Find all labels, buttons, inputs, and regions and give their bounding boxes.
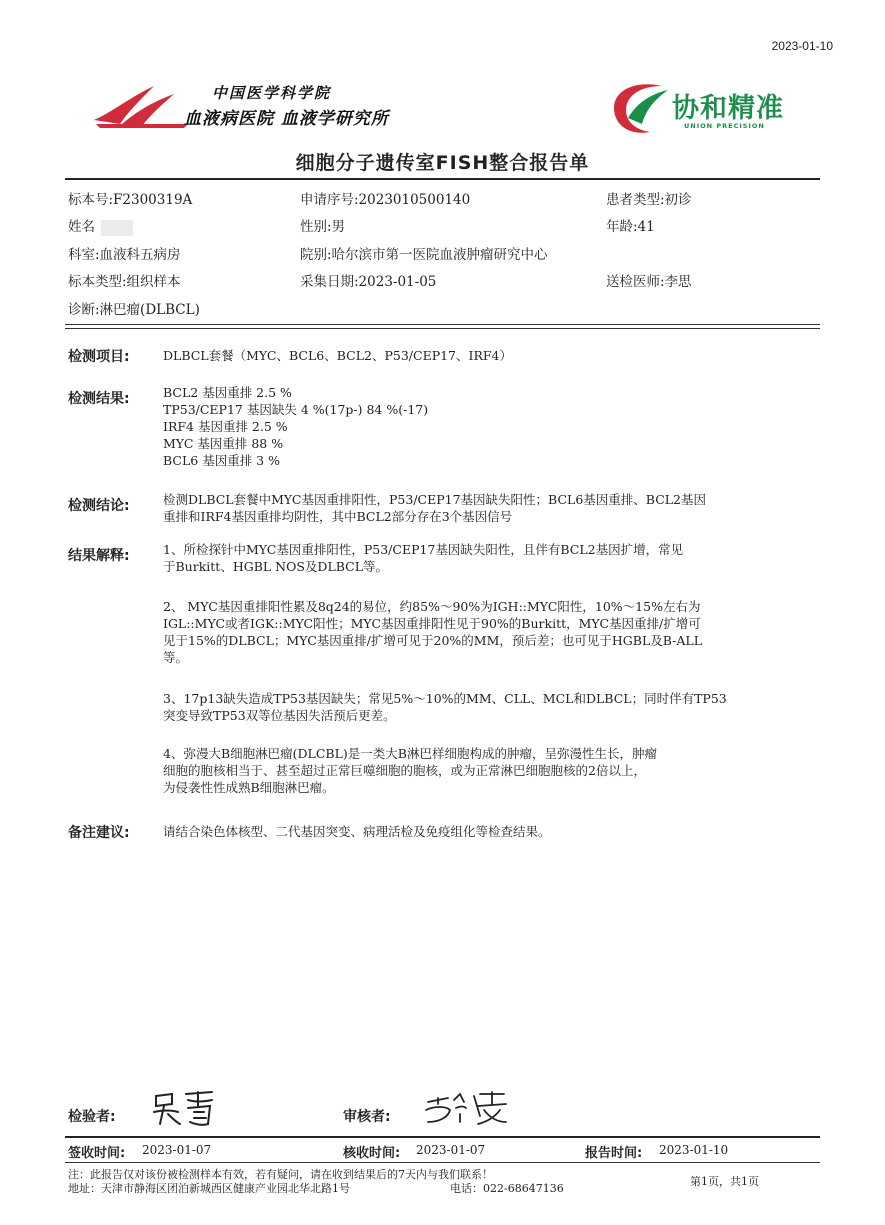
test-items-text: DLBCL套餐（MYC、BCL6、BCL2、P53/CEP17、IRF4） [163,348,512,363]
interpretation-line: 见于15%的DLBCL；MYC基因重排/扩增可见于20%的MM，预后差；也可见于HGBL及B-ALL [163,633,703,648]
check-date: 2023-01-07 [416,1143,486,1157]
department: 科室:血液科五病房 [68,247,181,263]
interpretation-para-3 [163,690,813,724]
top-date: 2023-01-10 [771,39,833,53]
receive-date: 2023-01-07 [142,1143,212,1157]
examiner-label: 检验者: [68,1109,116,1125]
divider-mid-1 [65,324,820,325]
divider-footer-2 [65,1162,820,1163]
reviewer-signature-icon [420,1088,510,1128]
patient-age: 年龄:41 [606,219,655,235]
interpretation-line: 于Burkitt、HGBL NOS及DLBCL等。 [163,559,389,574]
patient-sex: 性别:男 [300,219,346,235]
reviewer-label: 审核者: [343,1109,391,1125]
brand-name-en: UNION PRECISION [684,122,765,130]
interpretation-line: 为侵袭性性成熟B细胞淋巴瘤。 [163,780,335,795]
requesting-doctor: 送检医师:李思 [606,274,692,290]
name-label: 姓名 [68,219,95,235]
interpretation-para-1 [163,541,813,575]
specimen-type: 标本类型:组织样本 [68,274,181,290]
interpretation-line: 3、17p13缺失造成TP53基因缺失；常见5%～10%的MM、CLL、MCL和DLBCL；同时伴有TP53 [163,691,727,706]
interpretation-line: IGL::MYC或者IGK::MYC阳性；MYC基因重排阳性见于90%的Burkitt，MYC基因重排/扩增可 [163,616,701,631]
brand-logo [606,78,796,138]
specimen-no: 标本号:F2300319A [68,192,193,208]
brand-emblem-icon [606,78,672,138]
receive-label: 签收时间: [68,1146,126,1161]
patient-name [68,215,133,236]
interpretation-label: 结果解释: [68,548,130,564]
interpretation-line: 突变导致TP53双等位基因失活预后更差。 [163,708,396,723]
interpretation-para-4 [163,745,813,796]
diagnosis: 诊断:淋巴瘤(DLBCL) [68,302,200,318]
footer-phone: 电话：022-68647136 [450,1182,564,1195]
interpretation-line: 1、所检探针中MYC基因重排阳性，P53/CEP17基因缺失阳性，且伴有BCL2基因扩增，常见 [163,542,684,557]
footer-note: 注：此报告仅对该份被检测样本有效，若有疑问，请在收到结果后的7天内与我们联系！ [68,1168,493,1181]
conclusion-line: 重排和IRF4基因重排均阴性，其中BCL2部分存在3个基因信号 [163,509,513,524]
institute-name-line1: 中国医学科学院 [212,84,332,102]
report-date: 2023-01-10 [659,1143,729,1157]
result-line: TP53/CEP17 基因缺失 4 %(17p-) 84 %(-17) [163,402,429,417]
results-list [163,384,813,469]
interpretation-line: 4、弥漫大B细胞淋巴瘤(DLCBL)是一类大B淋巴样细胞构成的肿瘤，呈弥漫性生长，肿瘤 [163,746,657,761]
result-line: IRF4 基因重排 2.5 % [163,419,288,434]
conclusion-label: 检测结论: [68,498,130,514]
collect-date: 采集日期:2023-01-05 [300,274,437,290]
interpretation-line: 2、 MYC基因重排阳性累及8q24的易位，约85%～90%为IGH::MYC阳性，10%～15%左右为 [163,599,701,614]
footer-address: 地址：天津市静海区团泊新城西区健康产业园北华北路1号 [68,1182,350,1195]
divider-footer [65,1136,820,1138]
institute-name-line2: 血液病医院 血液学研究所 [184,109,389,129]
remarks-label: 备注建议: [68,825,130,841]
divider-top [65,178,820,180]
conclusion-text [163,491,813,525]
divider-mid-2 [65,328,820,329]
remarks-text: 请结合染色体核型、二代基因突变、病理活检及免疫组化等检查结果。 [163,824,551,839]
report-time-label: 报告时间: [585,1146,643,1161]
request-no: 申请序号:2023010500140 [300,192,471,208]
examiner-signature-icon [150,1088,220,1130]
test-items-label: 检测项目: [68,349,130,365]
interpretation-line: 细胞的胞核相当于、甚至超过正常巨噬细胞的胞核，或为正常淋巴细胞胞核的2倍以上， [163,763,646,778]
page-number: 第1页，共1页 [690,1175,759,1188]
interpretation-line: 等。 [163,650,189,665]
interpretation-para-2 [163,598,813,666]
patient-type: 患者类型:初诊 [606,192,692,208]
name-redaction [101,220,133,236]
institute-logo [92,82,432,130]
result-line: MYC 基因重排 88 % [163,436,284,451]
check-label: 核收时间: [343,1146,401,1161]
hospital: 院别:哈尔滨市第一医院血液肿瘤研究中心 [300,247,548,263]
report-title: 细胞分子遗传室FISH整合报告单 [295,152,590,174]
result-line: BCL2 基因重排 2.5 % [163,385,292,400]
brand-name: 协和精准 [672,93,784,124]
conclusion-line: 检测DLBCL套餐中MYC基因重排阳性，P53/CEP17基因缺失阳性；BCL6基因重排、BCL2基因 [163,492,707,507]
results-label: 检测结果: [68,391,130,407]
institute-emblem-icon [92,82,192,130]
result-line: BCL6 基因重排 3 % [163,453,280,468]
